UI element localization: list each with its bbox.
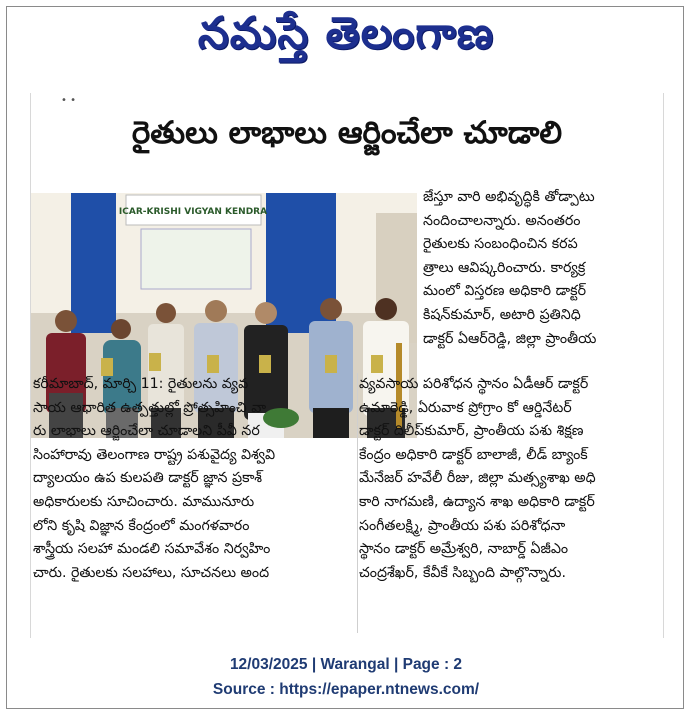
text-line: స్థానం డాక్టర్ అమ్రేశ్వరి, నాబార్డ్ ఏజీఎం xyxy=(359,541,569,558)
clipping-footer xyxy=(0,652,692,702)
text-line: త్రాలు ఆవిష్కరించారు. కార్యక్ర xyxy=(423,259,586,276)
clip-edge-marks: • • xyxy=(61,95,76,106)
text-line: నందించాలన్నారు. అనంతరం xyxy=(423,212,581,229)
source-link[interactable]: Source : https://epaper.ntnews.com/ xyxy=(212,681,480,698)
news-clipping xyxy=(30,93,664,638)
text-line: ద్యాలయం ఉప కులపతి డాక్టర్ జ్ఞాన ప్రకాశ్ xyxy=(33,470,263,487)
text-line: జేస్తూ వారి అభివృద్ధికి తోడ్పాటు xyxy=(423,189,595,205)
newspaper-masthead: నమస్తే తెలంగాణ xyxy=(197,8,495,59)
text-line: కిషన్‌కుమార్, అటారి ప్రతినిధి xyxy=(423,306,581,323)
text-line: రు లాభాలు ఆర్జించేలా చూడాలని పీవీ నర xyxy=(33,423,260,440)
text-line: కేంద్రం అధికారి డాక్టర్ బాలాజీ, లీడ్ బ్యాంక్ xyxy=(359,446,588,463)
text-line: వ్యవసాయ పరిశోధన స్థానం ఏడీఆర్ డాక్టర్ xyxy=(359,376,589,392)
text-line: కరీమాబాద్, మార్చి 11: రైతులను వ్యవ xyxy=(33,376,249,392)
column-divider xyxy=(357,373,358,633)
text-line: మంలో విస్తరణ అధికారి డాక్టర్ xyxy=(423,283,586,300)
text-line: సింహారావు తెలంగాణ రాష్ట్ర పశువైద్య విశ్వవి xyxy=(33,446,276,463)
article-column-right-top xyxy=(423,186,663,351)
banner-text: ICAR-KRISHI VIGYAN KENDRA xyxy=(118,207,268,217)
text-line: చారు. రైతులకు సలహాలు, సూచనలు అంద xyxy=(33,564,270,581)
text-line: లోని కృషి విజ్ఞాన కేంద్రంలో మంగళవారం xyxy=(33,517,250,534)
text-line: మేనేజర్ హవేలీ రీజు, జిల్లా మత్స్యశాఖ అధి xyxy=(359,470,596,487)
text-line: చంద్రశేఖర్, కేవీకే సిబ్బంది పాల్గొన్నారు. xyxy=(359,564,566,581)
text-line: శాస్త్రీయ సలహా మండలి సమావేశం నిర్వహిం xyxy=(33,541,271,558)
edition-info: 12/03/2025 | Warangal | Page : 2 xyxy=(229,656,463,673)
text-line: సాయ ఆధారిత ఉత్పత్తుల్లో ప్రోత్సహించి వా xyxy=(33,399,267,416)
text-line: రైతులకు సంబంధించిన కరప xyxy=(423,236,578,253)
article-column-right-bottom xyxy=(359,373,661,585)
text-line: సంగీతలక్ష్మి, ప్రాంతీయ పశు పరిశోధనా xyxy=(359,517,566,534)
text-line: డాక్టర్ దిలీప్‌కుమార్, ప్రాంతీయ పశు శిక్షణ xyxy=(359,423,584,440)
text-line: అధికారులకు సూచించారు. మామునూరు xyxy=(33,493,255,510)
article-headline: రైతులు లాభాలు ఆర్జించేలా చూడాలి xyxy=(131,115,563,151)
article-column-left xyxy=(33,373,355,585)
text-line: ఉమారెడ్డి, ఏరువాక ప్రోగ్రాం కో ఆర్డినేటర్ xyxy=(359,399,572,416)
text-line: డాక్టర్ ఏఆర్‌రెడ్డి, జిల్లా ప్రాంతీయ xyxy=(423,330,597,347)
text-line: కారి నాగమణి, ఉద్యాన శాఖ అధికారి డాక్టర్ xyxy=(359,493,595,510)
